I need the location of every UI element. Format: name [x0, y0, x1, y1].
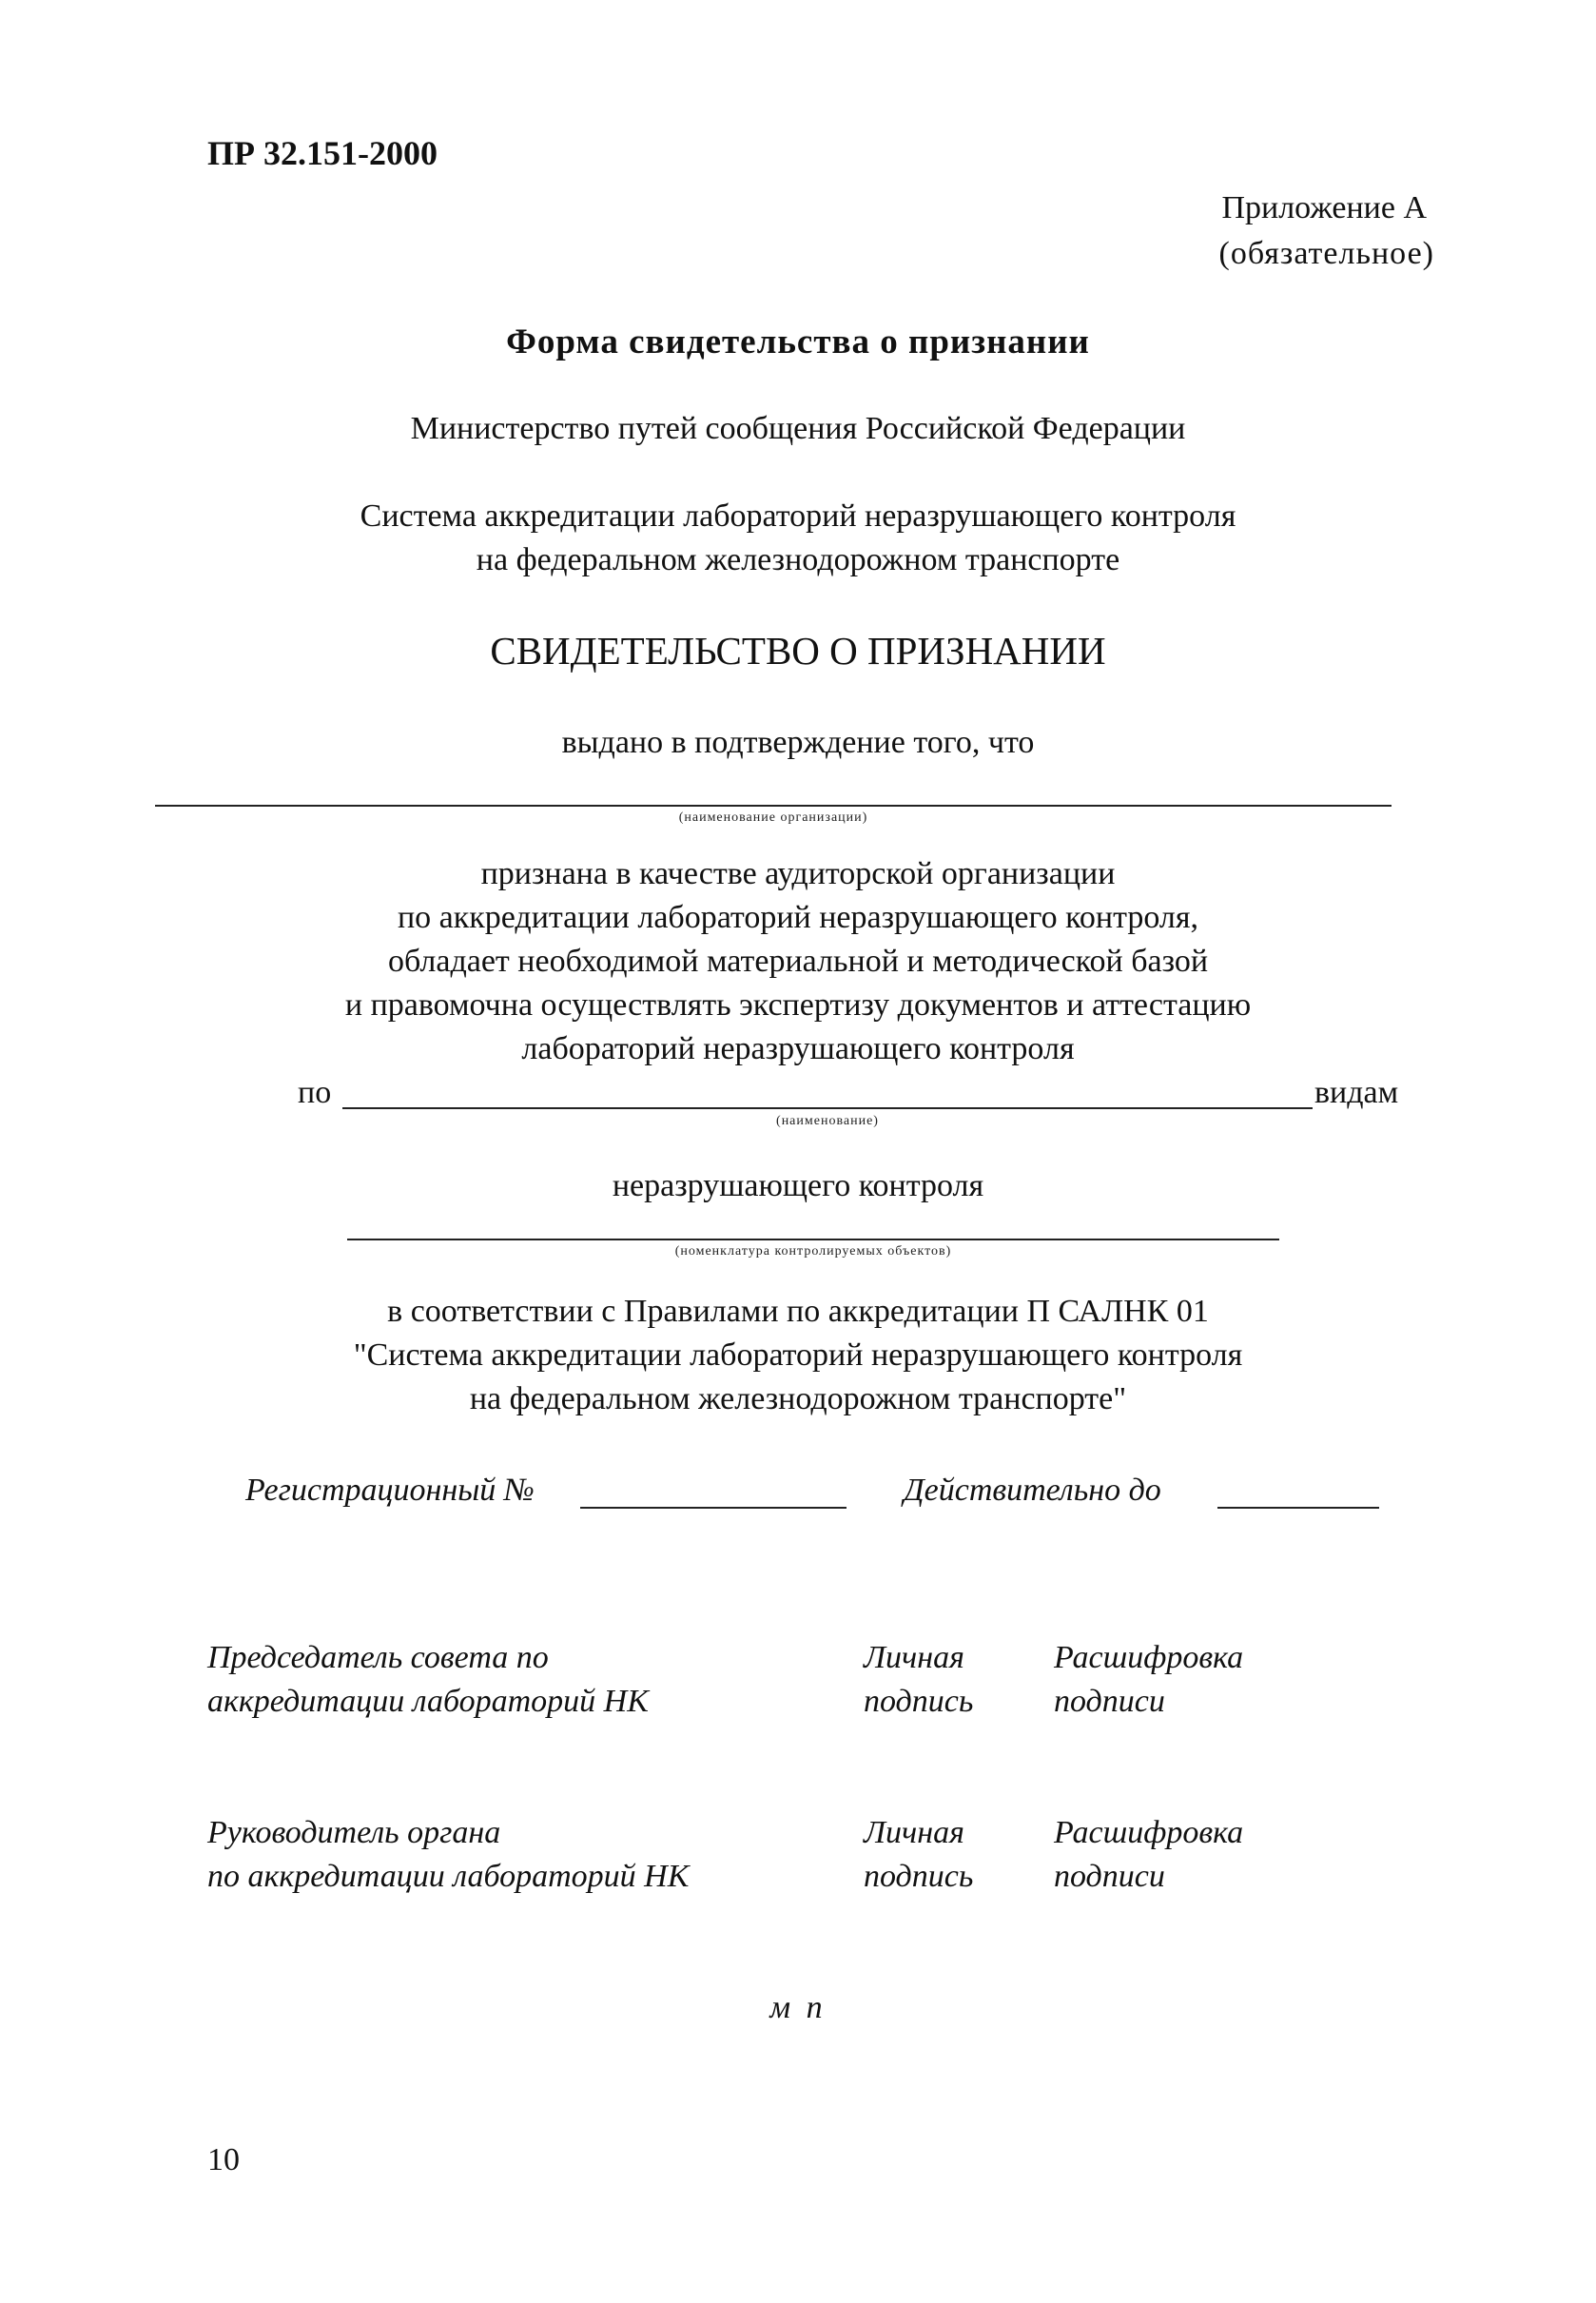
signatory-1-decode-line-1: Расшифровка: [1054, 1640, 1244, 1675]
system-line-2: на федеральном железнодорожном транспорте: [476, 542, 1120, 577]
issued-text: выдано в подтверждение того, что: [561, 725, 1035, 760]
signatory-2-role-line-1: Руководитель органа: [207, 1815, 501, 1850]
valid-until-label: Действительно до: [904, 1473, 1161, 1508]
appendix-title: Приложение А: [1221, 190, 1427, 225]
signatory-2-sign-line-1: Личная: [864, 1815, 964, 1850]
valid-until-line: [1217, 1507, 1379, 1509]
form-title: Форма свидетельства о признании: [506, 322, 1090, 361]
body-line-5: лабораторий неразрушающего контроля: [521, 1031, 1075, 1066]
org-name-caption: (наименование организации): [678, 810, 868, 825]
signatory-1-role-line-1: Председатель совета по: [207, 1640, 549, 1675]
signatory-1-sign-line-2: подпись: [864, 1684, 974, 1719]
registration-label: Регистрационный №: [245, 1473, 535, 1508]
rules-line-1: в соответствии с Правилами по аккредитации П САЛНК 01: [387, 1294, 1209, 1329]
appendix-note: (обязательное): [1218, 236, 1434, 271]
types-line: [342, 1107, 1313, 1109]
nomenclature-line: [347, 1239, 1279, 1240]
certificate-title: СВИДЕТЕЛЬСТВО О ПРИЗНАНИИ: [490, 629, 1106, 673]
org-name-line: [155, 805, 1392, 807]
rules-line-2: "Система аккредитации лабораторий неразрушающего контроля: [353, 1337, 1243, 1373]
ndt-text: неразрушающего контроля: [612, 1168, 984, 1203]
ministry-name: Министерство путей сообщения Российской Федерации: [410, 411, 1186, 446]
types-caption: (наименование): [776, 1114, 879, 1128]
system-line-1: Система аккредитации лабораторий неразрушающего контроля: [360, 498, 1236, 534]
signatory-1-decode-line-2: подписи: [1054, 1684, 1165, 1719]
registration-line: [580, 1507, 847, 1509]
page-number: 10: [207, 2142, 240, 2177]
signatory-2-sign-line-2: подпись: [864, 1859, 974, 1894]
types-prefix: по: [298, 1075, 332, 1110]
stamp-place: м п: [769, 1990, 827, 2025]
signatory-2-decode-line-2: подписи: [1054, 1859, 1165, 1894]
body-line-2: по аккредитации лабораторий неразрушающего контроля,: [397, 900, 1199, 935]
signatory-1-role-line-2: аккредитации лабораторий НК: [207, 1684, 649, 1719]
rules-line-3: на федеральном железнодорожном транспорте": [469, 1381, 1127, 1416]
document-code: ПР 32.151-2000: [207, 134, 438, 172]
signatory-1-sign-line-1: Личная: [864, 1640, 964, 1675]
nomenclature-caption: (номенклатура контролируемых объектов): [674, 1244, 952, 1259]
body-line-1: признана в качестве аудиторской организации: [480, 856, 1116, 891]
body-line-3: обладает необходимой материальной и методической базой: [387, 944, 1209, 979]
body-line-4: и правомочна осуществлять экспертизу документов и аттестацию: [344, 987, 1252, 1023]
signatory-2-role-line-2: по аккредитации лабораторий НК: [207, 1859, 690, 1894]
signatory-2-decode-line-1: Расшифровка: [1054, 1815, 1244, 1850]
types-suffix: видам: [1314, 1075, 1399, 1110]
